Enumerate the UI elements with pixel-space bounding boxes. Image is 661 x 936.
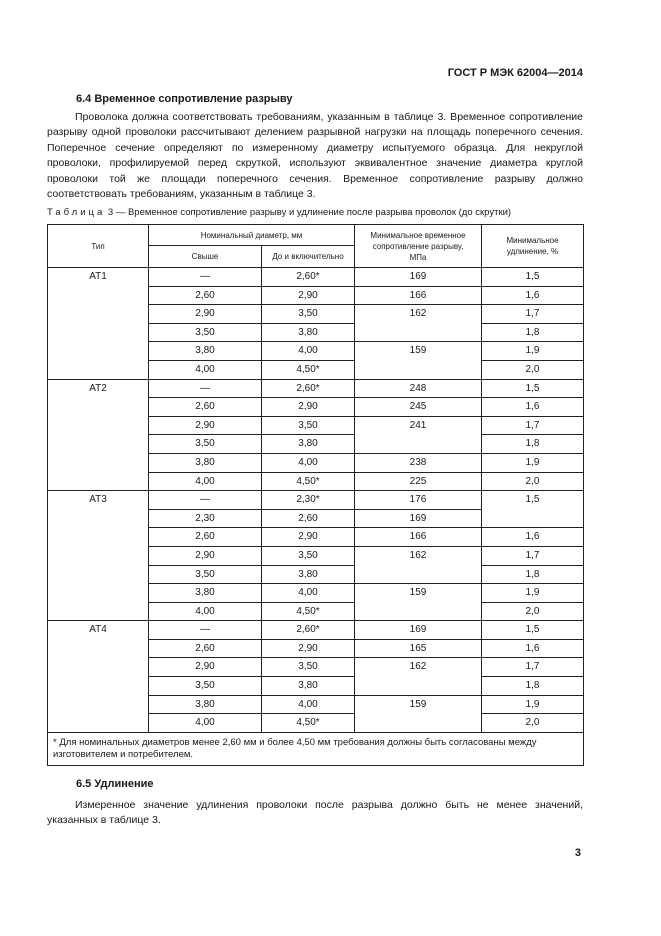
above-cell: 2,90 xyxy=(149,305,262,324)
header-up-to: До и включительно xyxy=(262,246,355,268)
upto-cell: 3,80 xyxy=(262,323,355,342)
table-row xyxy=(48,621,584,640)
upto-cell: 2,60 xyxy=(262,509,355,528)
strength-table xyxy=(47,224,584,766)
elongation-cell: 1,8 xyxy=(482,565,584,584)
above-cell: 4,00 xyxy=(149,472,262,491)
above-cell: 3,50 xyxy=(149,323,262,342)
upto-cell: 2,90 xyxy=(262,286,355,305)
elongation-cell: 2,0 xyxy=(482,602,584,621)
table-footnote: * Для номинальных диаметров менее 2,60 мм и более 4,50 мм требования должны быть согласованы между изготовителем и потребителем. xyxy=(48,732,584,765)
elongation-cell: 1,6 xyxy=(482,286,584,305)
table-body xyxy=(48,268,584,733)
above-cell: — xyxy=(149,621,262,640)
upto-cell: 2,60* xyxy=(262,379,355,398)
upto-cell: 3,50 xyxy=(262,658,355,677)
elongation-cell: 1,7 xyxy=(482,546,584,565)
above-cell: 3,50 xyxy=(149,677,262,696)
strength-cell: 241 xyxy=(355,416,482,453)
upto-cell: 4,00 xyxy=(262,695,355,714)
section-6-4-paragraph: Проволока должна соответствовать требованиям, указанным в таблице 3. Временное сопротивление разрыву одной проволоки рассчитывают делением разрывной нагрузки на площадь поперечного сечения. Поперечное сечение определяют по измеренному диаметру испытуемого образца. Для некруглой проволоки, профилируемой перед скруткой, используют эквивалентное значение диаметра круглой проволоки той же площади поперечного сечения. Временное сопротивление разрыву должно соответствовать требованиям, указанным в таблице 3. xyxy=(47,111,583,201)
above-cell: — xyxy=(149,268,262,287)
strength-cell: 248 xyxy=(355,379,482,398)
strength-cell: 162 xyxy=(355,546,482,583)
standard-header: ГОСТ Р МЭК 62004—2014 xyxy=(447,67,583,79)
upto-cell: 4,50* xyxy=(262,602,355,621)
upto-cell: 2,60* xyxy=(262,621,355,640)
above-cell: 2,30 xyxy=(149,509,262,528)
elongation-cell: 1,9 xyxy=(482,342,584,361)
above-cell: — xyxy=(149,379,262,398)
above-cell: 3,50 xyxy=(149,565,262,584)
upto-cell: 4,00 xyxy=(262,342,355,361)
elongation-cell: 1,6 xyxy=(482,639,584,658)
section-6-5-title: 6.5 Удлинение xyxy=(76,778,154,790)
upto-cell: 4,50* xyxy=(262,472,355,491)
elongation-cell: 1,8 xyxy=(482,323,584,342)
type-cell: АТ3 xyxy=(48,491,149,621)
strength-cell: 238 xyxy=(355,453,482,472)
above-cell: 2,60 xyxy=(149,286,262,305)
type-cell: АТ1 xyxy=(48,268,149,380)
upto-cell: 4,50* xyxy=(262,714,355,733)
above-cell: 2,60 xyxy=(149,639,262,658)
header-diameter: Номинальный диаметр, мм xyxy=(149,225,355,246)
above-cell: 2,90 xyxy=(149,658,262,677)
above-cell: 4,00 xyxy=(149,714,262,733)
upto-cell: 3,50 xyxy=(262,305,355,324)
above-cell: 2,60 xyxy=(149,528,262,547)
strength-cell: 169 xyxy=(355,509,482,528)
elongation-cell: 1,7 xyxy=(482,658,584,677)
type-cell: АТ4 xyxy=(48,621,149,733)
type-cell: АТ2 xyxy=(48,379,149,491)
table-row xyxy=(48,379,584,398)
elongation-cell: 1,9 xyxy=(482,695,584,714)
strength-cell: 245 xyxy=(355,398,482,417)
upto-cell: 4,00 xyxy=(262,453,355,472)
elongation-cell: 2,0 xyxy=(482,360,584,379)
upto-cell: 3,80 xyxy=(262,435,355,454)
strength-cell: 162 xyxy=(355,305,482,342)
upto-cell: 2,30* xyxy=(262,491,355,510)
table-row xyxy=(48,491,584,510)
above-cell: 3,80 xyxy=(149,453,262,472)
table-row xyxy=(48,268,584,287)
elongation-cell: 2,0 xyxy=(482,472,584,491)
header-strength: Минимальное временное сопротивление разрыву, МПа xyxy=(355,225,482,268)
elongation-cell: 1,9 xyxy=(482,453,584,472)
above-cell: 4,00 xyxy=(149,360,262,379)
strength-cell: 169 xyxy=(355,621,482,640)
above-cell: 3,80 xyxy=(149,342,262,361)
upto-cell: 4,00 xyxy=(262,584,355,603)
elongation-cell: 1,7 xyxy=(482,416,584,435)
strength-cell: 166 xyxy=(355,528,482,547)
elongation-cell: 1,6 xyxy=(482,398,584,417)
upto-cell: 2,60* xyxy=(262,268,355,287)
elongation-cell: 1,8 xyxy=(482,677,584,696)
elongation-cell: 1,5 xyxy=(482,491,584,528)
upto-cell: 4,50* xyxy=(262,360,355,379)
strength-cell: 166 xyxy=(355,286,482,305)
page-number: 3 xyxy=(574,847,581,859)
elongation-cell: 1,9 xyxy=(482,584,584,603)
above-cell: 2,60 xyxy=(149,398,262,417)
upto-cell: 2,90 xyxy=(262,398,355,417)
strength-cell: 165 xyxy=(355,639,482,658)
strength-cell: 162 xyxy=(355,658,482,695)
above-cell: 3,50 xyxy=(149,435,262,454)
elongation-cell: 1,8 xyxy=(482,435,584,454)
elongation-cell: 1,5 xyxy=(482,268,584,287)
upto-cell: 2,90 xyxy=(262,639,355,658)
strength-cell: 159 xyxy=(355,342,482,379)
section-6-5-paragraph: Измеренное значение удлинения проволоки после разрыва должно быть не менее значений, указанных в таблице 3. xyxy=(47,799,583,827)
elongation-cell: 2,0 xyxy=(482,714,584,733)
elongation-cell: 1,5 xyxy=(482,379,584,398)
upto-cell: 3,80 xyxy=(262,565,355,584)
header-elongation: Минимальное удлинение, % xyxy=(482,225,584,268)
upto-cell: 3,50 xyxy=(262,416,355,435)
above-cell: — xyxy=(149,491,262,510)
header-type: Тип xyxy=(48,225,149,268)
above-cell: 2,90 xyxy=(149,416,262,435)
upto-cell: 3,80 xyxy=(262,677,355,696)
strength-cell: 159 xyxy=(355,584,482,621)
strength-cell: 159 xyxy=(355,695,482,732)
elongation-cell: 1,7 xyxy=(482,305,584,324)
above-cell: 3,80 xyxy=(149,584,262,603)
elongation-cell: 1,6 xyxy=(482,528,584,547)
table-caption-number: 3 xyxy=(107,207,114,218)
header-above: Свыше xyxy=(149,246,262,268)
strength-cell: 169 xyxy=(355,268,482,287)
upto-cell: 3,50 xyxy=(262,546,355,565)
strength-cell: 176 xyxy=(355,491,482,510)
above-cell: 3,80 xyxy=(149,695,262,714)
strength-cell: 225 xyxy=(355,472,482,491)
section-6-4-title: 6.4 Временное сопротивление разрыву xyxy=(76,93,293,105)
table-caption-text: — Временное сопротивление разрыву и удлинение после разрыва проволок (до скрутки) xyxy=(115,207,512,218)
elongation-cell: 1,5 xyxy=(482,621,584,640)
table-caption-label: Таблица xyxy=(47,207,106,218)
above-cell: 4,00 xyxy=(149,602,262,621)
table-caption xyxy=(47,207,511,218)
upto-cell: 2,90 xyxy=(262,528,355,547)
above-cell: 2,90 xyxy=(149,546,262,565)
